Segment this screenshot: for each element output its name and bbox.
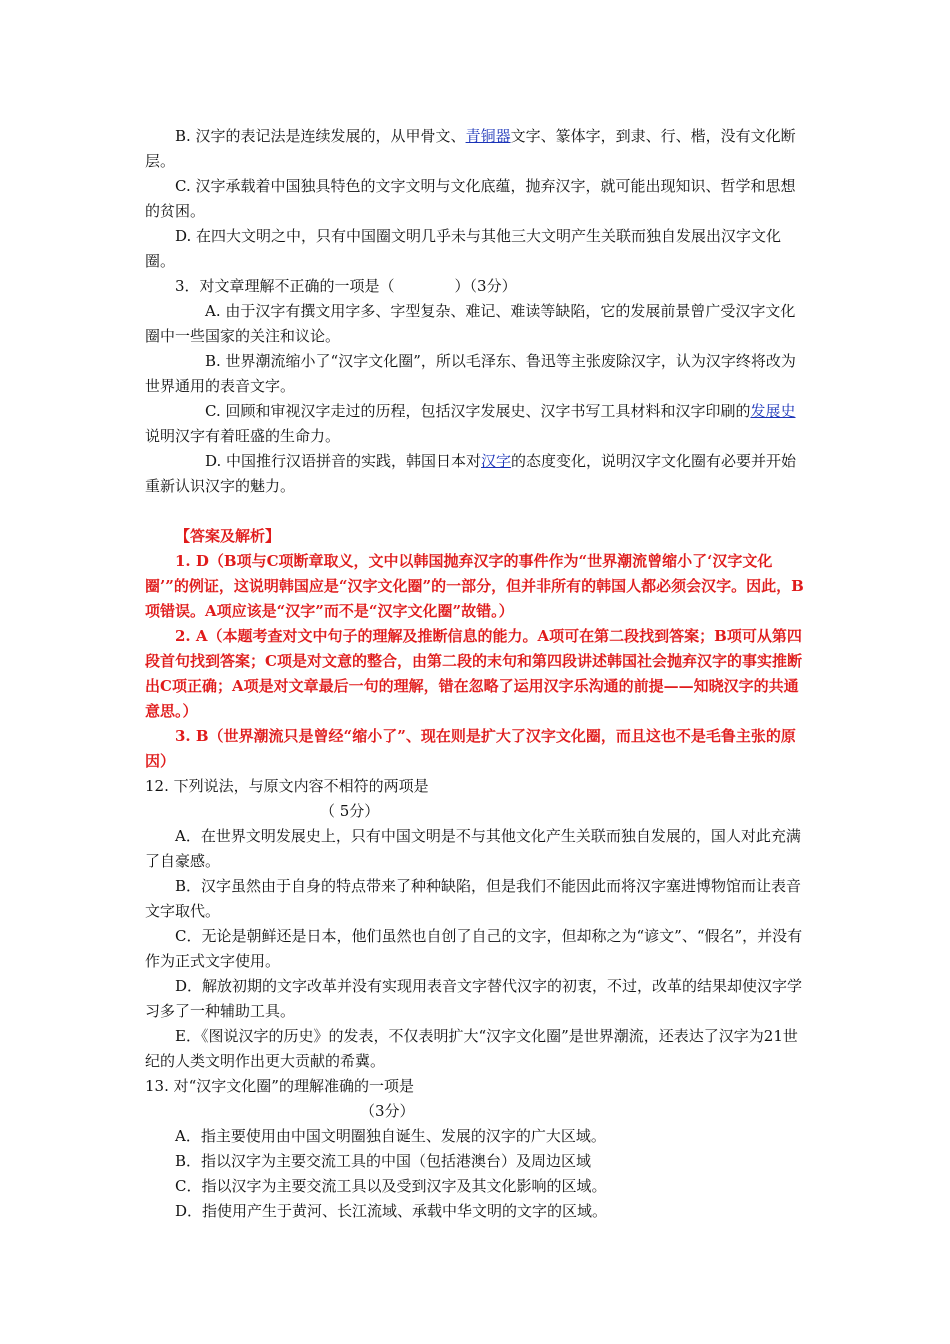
q13-option-a: A．指主要使用由中国文明圈独自诞生、发展的汉字的广大区域。 (175, 1127, 606, 1145)
q3-option-c (145, 399, 809, 449)
question-12-stem: 12. 下列说法，与原文内容不相符的两项是 (145, 777, 429, 795)
q3-option-d (145, 449, 809, 499)
option-c: C. 汉字承载着中国独具特色的文字文明与文化底蕴，抛弃汉字，就可能出现知识、哲学和思想的贫困。 (145, 177, 796, 220)
answer-1: 1. D（B项与C项断章取义，文中以韩国抛弃汉字的事件作为“世界潮流曾缩小了‘汉字文化圈’”的例证，这说明韩国应是“汉字文化圈”的一部分，但并非所有的韩国人都必须会汉字。因此，B项错误。A项应该是“汉字”而不是“汉字文化圈”故错。） (145, 552, 804, 620)
link-history[interactable]: 发展史 (750, 402, 796, 420)
q12-option-b: B．汉字虽然由于自身的特点带来了种种缺陷，但是我们不能因此而将汉字塞进博物馆而让表音文字取代。 (145, 877, 802, 920)
option-d: D. 在四大文明之中，只有中国圈文明几乎未与其他三大文明产生关联而独自发展出汉字文化圈。 (145, 227, 782, 270)
q12-option-d: D．解放初期的文字改革并没有实现用表音文字替代汉字的初衷，不过，改革的结果却使汉字学习多了一种辅助工具。 (145, 977, 803, 1020)
question-3-stem: 3．对文章理解不正确的一项是（ ）（3分） (175, 277, 517, 295)
spacer (145, 499, 809, 524)
option-b (145, 124, 809, 174)
option-text: D. 中国推行汉语拼音的实践，韩国日本对 (205, 452, 482, 470)
link-hanzi[interactable]: 汉字 (481, 452, 512, 470)
option-text: 的态度变化，说明汉字文化圈有必要并开始重新认识汉字的魅力。 (145, 452, 797, 495)
link-bronze[interactable]: 青铜器 (465, 127, 511, 145)
answers-heading: 【答案及解析】 (175, 527, 281, 545)
q12-option-c: C．无论是朝鲜还是日本，他们虽然也自创了自己的文字，但却称之为“谚文”、“假名”，并没有作为正式文字使用。 (145, 927, 803, 970)
q12-option-e: E．《图说汉字的历史》的发表，不仅表明扩大“汉字文化圈”是世界潮流，还表达了汉字为21世纪的人类文明作出更大贡献的希冀。 (145, 1027, 798, 1070)
option-text: B. 汉字的表记法是连续发展的，从甲骨文、 (175, 127, 466, 145)
q3-option-a: A. 由于汉字有撰文用字多、字型复杂、难记、难读等缺陷，它的发展前景曾广受汉字文化圈中一些国家的关注和议论。 (145, 302, 796, 345)
q3-option-b: B. 世界潮流缩小了“汉字文化圈”，所以毛泽东、鲁迅等主张废除汉字，认为汉字终将改为世界通用的表音文字。 (145, 352, 796, 395)
q13-option-d: D．指使用产生于黄河、长江流域、承载中华文明的文字的区域。 (175, 1202, 608, 1220)
question-13-score: （3分） (360, 1102, 415, 1120)
answer-2: 2. A（本题考查对文中句子的理解及推断信息的能力。A项可在第二段找到答案；B项可从第四段首句找到答案；C项是对文意的整合，由第二段的末句和第四段讲述韩国社会抛弃汉字的事实推断出C项正确；A项是对文章最后一句的理解，错在忽略了运用汉字乐沟通的前提——知晓汉字的共通意思。） (145, 627, 802, 720)
option-text: 文字、篆体字，到隶、行、楷，没有文化断层。 (145, 127, 796, 170)
question-13-stem: 13. 对“汉字文化圈”的理解准确的一项是 (145, 1077, 414, 1095)
document-page (145, 124, 809, 1224)
option-text: C. 回顾和审视汉字走过的历程，包括汉字发展史、汉字书写工具材料和汉字印刷的 (205, 402, 751, 420)
answer-3: 3. B（世界潮流只是曾经“缩小了”、现在则是扩大了汉字文化圈，而且这也不是毛鲁主张的原因） (145, 727, 796, 770)
q13-option-c: C．指以汉字为主要交流工具以及受到汉字及其文化影响的区域。 (175, 1177, 607, 1195)
q12-option-a: A．在世界文明发展史上，只有中国文明是不与其他文化产生关联而独自发展的，国人对此充满了自豪感。 (145, 827, 801, 870)
option-text: 说明汉字有着旺盛的生命力。 (145, 427, 341, 445)
q13-option-b: B．指以汉字为主要交流工具的中国（包括港澳台）及周边区域 (175, 1152, 592, 1170)
question-12-score: （ 5分） (320, 802, 380, 820)
